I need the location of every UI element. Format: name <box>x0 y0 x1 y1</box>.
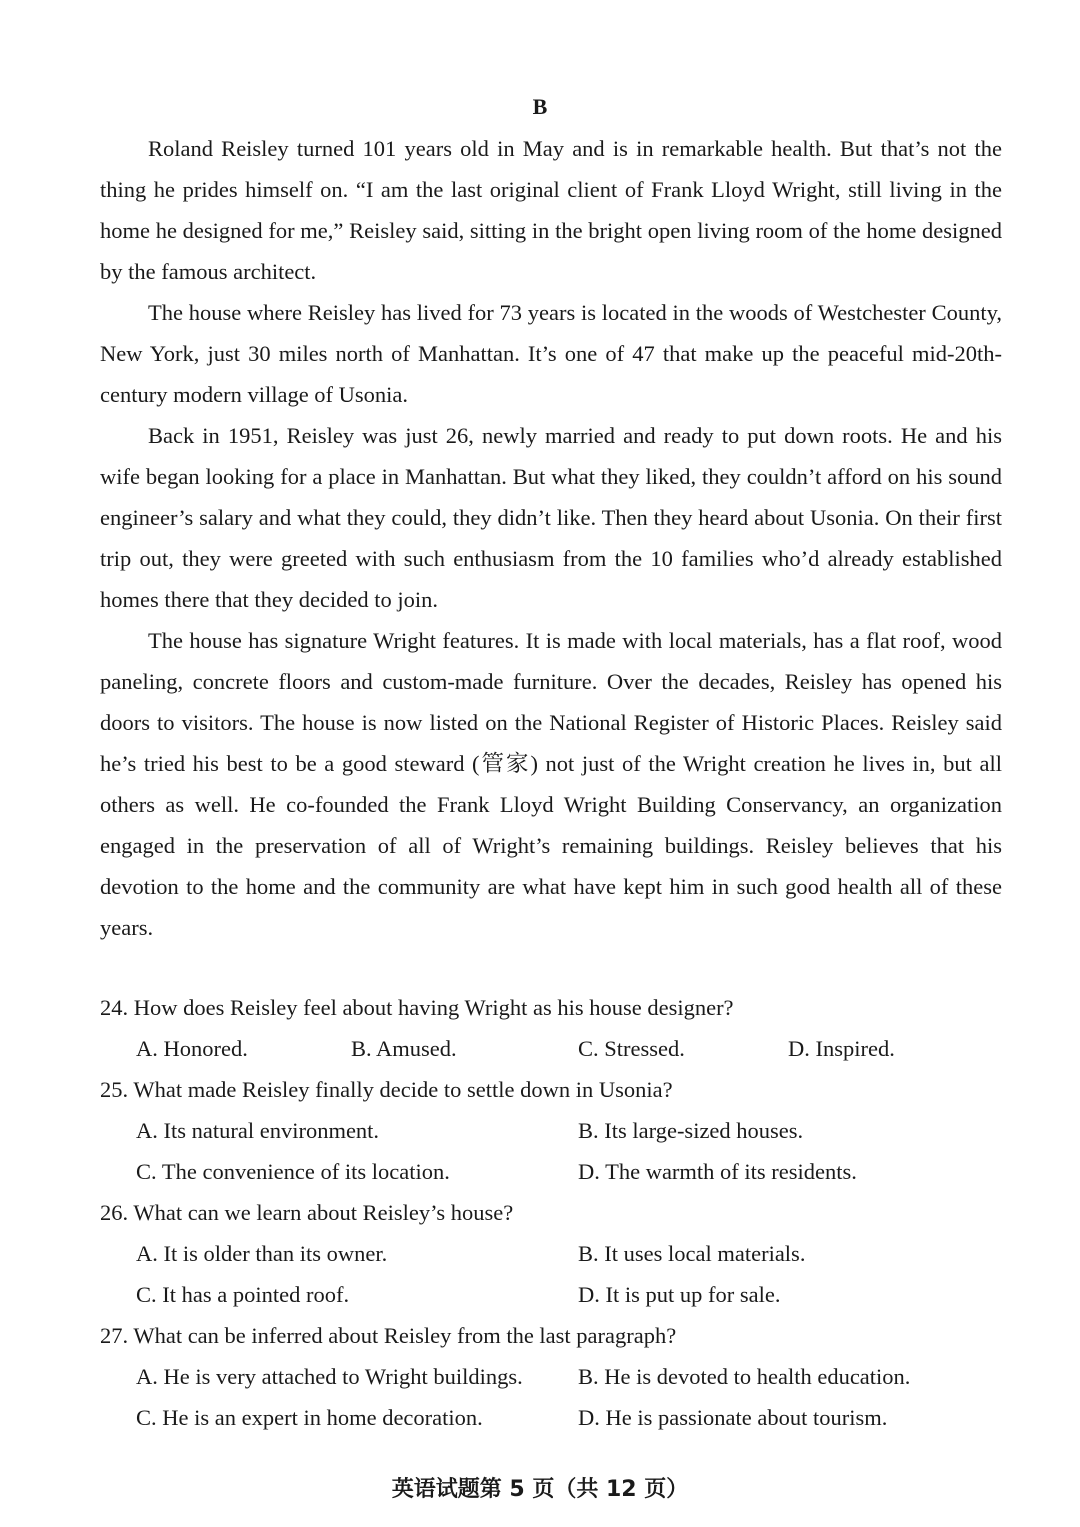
reading-passage <box>100 128 1002 948</box>
question-27-option-b[interactable]: B. He is devoted to health education. <box>578 1364 911 1389</box>
section-heading: B <box>532 94 548 119</box>
question-26-options-row-2 <box>100 1274 1002 1315</box>
question-24-options <box>100 1028 1002 1069</box>
question-27-option-c[interactable]: C. He is an expert in home decoration. <box>136 1405 483 1430</box>
question-25-options-row-2 <box>100 1151 1002 1192</box>
passage-paragraph-1: Roland Reisley turned 101 years old in May and is in remarkable health. But that’s not the thing he prides himself on. “I am the last original client of Frank Lloyd Wright, still living in the home he designed for me,” Reisley said, sitting in the bright open living room of the home designed by the famous architect. <box>100 136 1002 284</box>
passage-paragraph-2: The house where Reisley has lived for 73 years is located in the woods of Westchester County, New York, just 30 miles north of Manhattan. It’s one of 47 that make up the peaceful mid-20th-century modern village of Usonia. <box>100 300 1002 407</box>
question-27-options-row-2 <box>100 1397 1002 1438</box>
question-25-option-b[interactable]: B. Its large-sized houses. <box>578 1118 804 1143</box>
question-24-option-b[interactable]: B. Amused. <box>351 1036 457 1061</box>
question-24-option-d[interactable]: D. Inspired. <box>788 1036 895 1061</box>
question-25-option-a[interactable]: A. Its natural environment. <box>136 1118 380 1143</box>
question-27-option-a[interactable]: A. He is very attached to Wright buildings. <box>136 1364 523 1389</box>
question-26-option-d[interactable]: D. It is put up for sale. <box>578 1282 781 1307</box>
question-25-option-d[interactable]: D. The warmth of its residents. <box>578 1159 857 1184</box>
question-25-option-c[interactable]: C. The convenience of its location. <box>136 1159 450 1184</box>
question-26-stem: 26. What can we learn about Reisley’s house? <box>100 1200 514 1225</box>
page-footer: 英语试题第 5 页（共 12 页） <box>391 1477 689 1502</box>
question-24-option-a[interactable]: A. Honored. <box>136 1036 248 1061</box>
question-26-option-c[interactable]: C. It has a pointed roof. <box>136 1282 350 1307</box>
question-26-option-a[interactable]: A. It is older than its owner. <box>136 1241 388 1266</box>
question-27-options-row-1 <box>100 1356 1002 1397</box>
question-26-option-b[interactable]: B. It uses local materials. <box>578 1241 806 1266</box>
question-list <box>100 987 1002 1438</box>
question-24-option-c[interactable]: C. Stressed. <box>578 1036 685 1061</box>
question-26-options-row-1 <box>100 1233 1002 1274</box>
question-25-stem: 25. What made Reisley finally decide to settle down in Usonia? <box>100 1077 673 1102</box>
passage-paragraph-3: Back in 1951, Reisley was just 26, newly married and ready to put down roots. He and his wife began looking for a place in Manhattan. But what they liked, they couldn’t afford on his sound engineer’s salary and what they could, they didn’t like. Then they heard about Usonia. On their first trip out, they were greeted with such enthusiasm from the 10 families who’d already established homes there that they decided to join. <box>100 423 1002 612</box>
question-25-options-row-1 <box>100 1110 1002 1151</box>
question-27-stem: 27. What can be inferred about Reisley from the last paragraph? <box>100 1323 677 1348</box>
passage-paragraph-4: The house has signature Wright features. It is made with local materials, has a flat roof, wood paneling, concrete floors and custom-made furniture. Over the decades, Reisley has opened his doors to visitors. The house is now listed on the National Register of Historic Places. Reisley said he’s tried his best to be a good steward (管家) not just of the Wright creation he lives in, but all others as well. He co-founded the Frank Lloyd Wright Building Conservancy, an organization engaged in the preservation of all of Wright’s remaining buildings. Reisley believes that his devotion to the home and the community are what have kept him in such good health all of these years. <box>100 628 1002 940</box>
question-27-option-d[interactable]: D. He is passionate about tourism. <box>578 1405 888 1430</box>
question-24-stem: 24. How does Reisley feel about having Wright as his house designer? <box>100 995 734 1020</box>
